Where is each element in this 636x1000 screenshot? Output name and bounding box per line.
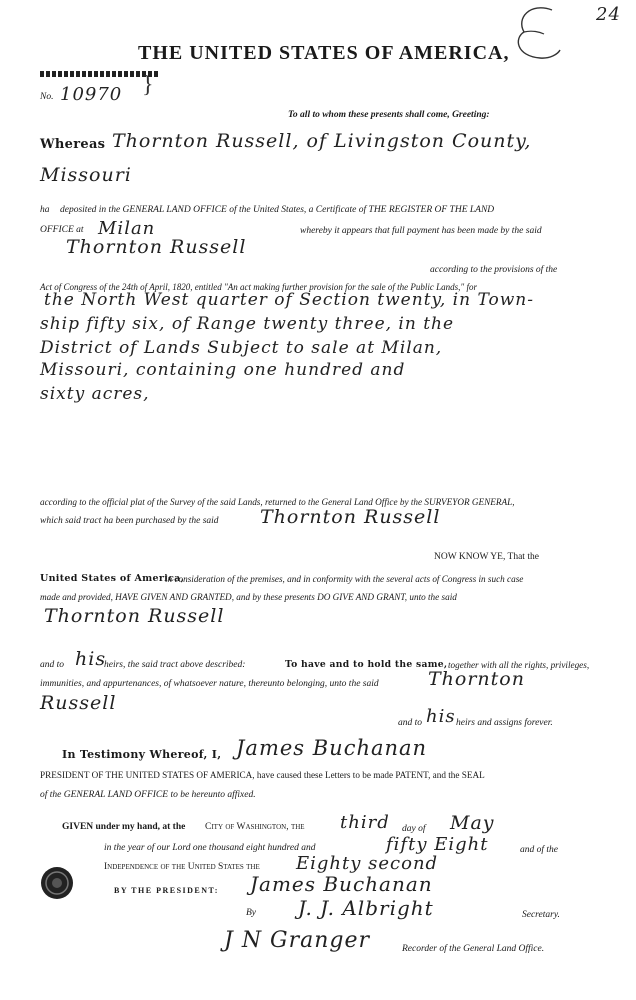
secretary-label: Secretary. bbox=[522, 910, 560, 920]
grantee-line-2: Missouri bbox=[40, 164, 132, 186]
corner-letter-mark bbox=[510, 4, 566, 62]
testimony-gothic: In Testimony Whereof, I, bbox=[62, 748, 222, 761]
president-signature: James Buchanan bbox=[250, 872, 433, 896]
heirs-assigns-a: and to bbox=[398, 718, 423, 728]
by-label: By bbox=[246, 908, 257, 918]
given-month: May bbox=[450, 812, 495, 834]
office-at: OFFICE at bbox=[40, 225, 84, 235]
land-desc-5: sixty acres, bbox=[40, 384, 150, 404]
heirs-text: heirs, the said tract above described: bbox=[104, 660, 246, 670]
according-provisions: according to the provisions of the bbox=[430, 265, 558, 275]
whereby-text: whereby it appears that full payment has been made by the said bbox=[300, 226, 542, 236]
seal-emblem bbox=[40, 866, 74, 900]
independence-text: Independence of the United States the bbox=[104, 862, 260, 872]
deposited-a: ha bbox=[40, 205, 50, 215]
independence-year: Eighty second bbox=[296, 853, 439, 874]
given-text: GIVEN under my hand, at the bbox=[62, 822, 186, 832]
his-2: his bbox=[426, 706, 456, 727]
seal-icon bbox=[40, 866, 74, 900]
purchased-text: which said tract ha been purchased by the said bbox=[40, 516, 219, 526]
land-desc-3: District of Lands Subject to sale at Milan, bbox=[40, 338, 443, 358]
year-text: in the year of our Lord one thousand eight hundred and bbox=[104, 843, 316, 853]
grantee-name-2: Thornton Russell bbox=[260, 506, 441, 528]
grantee-last: Russell bbox=[40, 692, 117, 714]
greeting: To all to whom these presents shall come, Greeting: bbox=[288, 110, 490, 120]
survey-text: according to the official plat of the Survey of the said Lands, returned to the General Land Office by the SURVEYOR GENERAL, bbox=[40, 497, 515, 507]
grantee-name-1: Thornton Russell bbox=[66, 236, 247, 258]
act-text: Act of Congress of the 24th of April, 1820, entitled "An act making further provision for the sale of the Public Lands," for bbox=[40, 282, 477, 292]
immunities-text: immunities, and appurtenances, of whatsoever nature, thereunto belonging, unto the said bbox=[40, 679, 379, 689]
by-president: BY THE PRESIDENT: bbox=[114, 886, 219, 895]
given-city: City of Washington, the bbox=[205, 822, 305, 832]
given-year: fifty Eight bbox=[386, 834, 489, 855]
together-text: together with all the rights, privileges, bbox=[448, 660, 590, 670]
president-name-1: James Buchanan bbox=[236, 736, 428, 760]
cert-brace: } bbox=[142, 72, 154, 98]
now-know-ye: NOW KNOW YE, That the bbox=[434, 552, 539, 562]
recorder-label: Recorder of the General Land Office. bbox=[402, 944, 545, 954]
consideration-text: in consideration of the premises, and in conformity with the several acts of Congress in such case bbox=[165, 574, 524, 584]
heirs-assigns-b: heirs and assigns forever. bbox=[456, 718, 553, 728]
president-text: PRESIDENT OF THE UNITED STATES OF AMERICA, have caused these Letters to be made PATENT, and the SEAL bbox=[40, 770, 485, 780]
grantee-line-1: Thornton Russell, of Livingston County, bbox=[112, 130, 532, 152]
corner-letter-svg bbox=[510, 4, 566, 62]
given-day: third bbox=[340, 812, 390, 833]
corner-number: 24 bbox=[596, 4, 621, 25]
document-title: THE UNITED STATES OF AMERICA, bbox=[138, 42, 510, 64]
office-place: Milan bbox=[98, 218, 156, 239]
secretary-signature: J. J. Albright bbox=[298, 896, 434, 920]
cert-number: 10970 bbox=[60, 84, 123, 105]
grantee-first: Thornton bbox=[428, 668, 525, 690]
to-have-gothic: To have and to hold the same, bbox=[285, 659, 448, 670]
day-of: day of bbox=[402, 824, 426, 834]
and-to-1: and to bbox=[40, 660, 65, 670]
seal-text: of the GENERAL LAND OFFICE to be hereunto affixed. bbox=[40, 790, 256, 800]
recorder-signature: J N Granger bbox=[224, 928, 371, 953]
land-desc-4: Missouri, containing one hundred and bbox=[40, 360, 406, 380]
whereas-word: Whereas bbox=[40, 137, 106, 152]
grantee-name-3: Thornton Russell bbox=[44, 605, 225, 627]
cert-label: No. bbox=[40, 92, 54, 102]
land-desc-1: the North West quarter of Section twenty, in Town- bbox=[44, 290, 534, 310]
land-desc-2: ship fifty six, of Range twenty three, in the bbox=[40, 314, 455, 334]
usa-gothic: United States of America, bbox=[40, 573, 185, 584]
and-of-the: and of the bbox=[520, 845, 558, 855]
his-1: his bbox=[75, 648, 107, 670]
made-provided-text: made and provided, HAVE GIVEN AND GRANTED, and by these presents DO GIVE AND GRANT, unto the said bbox=[40, 592, 457, 602]
deposited-b: deposited in the GENERAL LAND OFFICE of the United States, a Certificate of THE REGISTER OF THE LAND bbox=[60, 205, 495, 215]
